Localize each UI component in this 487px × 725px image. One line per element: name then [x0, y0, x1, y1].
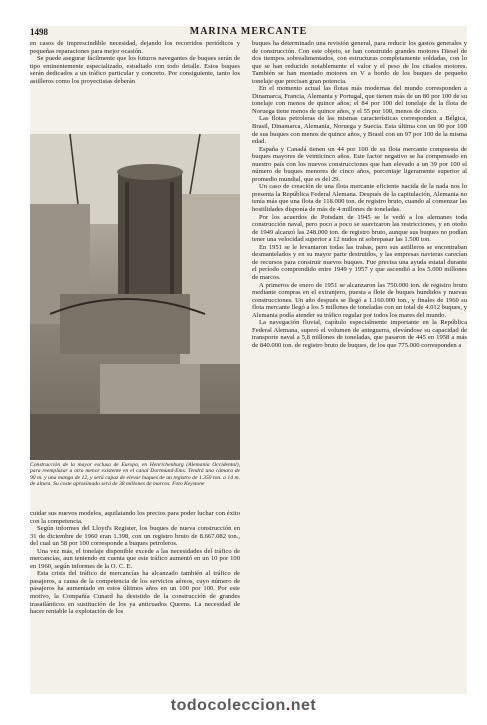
- watermark-dot: .: [285, 697, 291, 714]
- paragraph: Según informes del Lloyd's Register, los buques de nueva construcción en 31 de diciembre de 1960 eran 1.398, con un registro bruto de 8.667.082 ton., del cual un 58 por 100 corresponde a buques petroleros.: [30, 525, 240, 548]
- right-column: [252, 40, 467, 692]
- ground: [30, 414, 240, 460]
- site-watermark: [0, 697, 487, 715]
- paragraph: En 1951 se le levantaron todas las trabas, pero sus astilleros se encontraban desmantelados y en su mayor parte destruidos, y las empresas navieras carecían de recursos para construir nuevos buques. Fue precisa una ayuda estatal durante el período comprendido entre 1949 y 1957 y que ascendió a los 5.000 millones de marcos.: [252, 243, 467, 281]
- watermark-domain: net: [290, 697, 317, 714]
- paragraph: Las flotas petroleras de las mismas características corresponden a Bélgica, Brasil, Dinamarca, Alemania, Noruega y Suecia. Esta última con un 90 por 100 de sus buques con menos de quince años, y Brasil con un 97 por 100 de la misma edad.: [252, 115, 467, 146]
- paragraph: La navegación fluvial, capítulo especialmente importante en la República Federal Alemana, superó el volumen de anteguerra, elevándose su capacidad de transporte naval a 5,8 millones de toneladas, que pasaron de 445 en 1958 a más de 840.000 ton. de registro bruto de buques, de los que 775.000 corresponden a: [252, 319, 467, 349]
- construction-illustration: [30, 134, 240, 460]
- tower-top: [117, 164, 183, 180]
- lock-construction-photo: [30, 134, 240, 460]
- scaffold-pole: [170, 182, 174, 312]
- left-column-top: [30, 40, 240, 132]
- paragraph: España y Canadá tienen un 44 por 100 de su flota mercante compuesta de buques mayores de veinticinco años. Este factor negativo se ha compensado en nuestro país con los nuevos construcciones que han elevado a un 39 por 100 el número de buques menores de cinco años, porcentaje ligeramente superior al promedio mundial, que es del 29.: [252, 145, 467, 183]
- running-head: MARINA MERCANTE: [189, 26, 308, 37]
- watermark-text: todocoleccion: [170, 697, 286, 714]
- paragraph: en casos de imprescindible necesidad, dejando los recorridos periódicos y pequeñas reparaciones para mejor ocasión.: [30, 40, 240, 55]
- photo-caption: [30, 462, 240, 508]
- paragraph: Esta crisis del tráfico de mercancías ha alcanzado también al tráfico de pasajeros, a causa de la competencia de los servicios aéreos, cuyo número de pasajeros ha aumentado en estos últimos años en un 100 por 100. Por este motivo, la Compañía Cunard ha desistido de la construcción de grandes trasatlánticos en sustitución de los ya anticuados Queens. La necesidad de hacer rentable la explotación de los: [30, 570, 240, 616]
- photo-credit: Foto Keystone: [172, 481, 205, 488]
- paragraph: A primeros de enero de 1951 se alcanzaron las 750.000 ton. de registro bruto mediante compras en el extranjero, puesta a flote de buques hundidos y nuevas construcciones. Un año después se llegó a 1.160.000 ton., y finales de 1960 su flota mercante llegó a los 5 millones de toneladas con un total de 4.012 buques, y Alemania podía atender su tráfico regular por todos los mares del mundo.: [252, 281, 467, 319]
- left-column-bottom: [30, 510, 240, 692]
- paragraph: Un caso de creación de una flota mercante eficiente nacida de la nada nos lo presenta la República Federal Alemana. Después de la capitulación, Alemania no tenía más que una flota de 118.000 ton. de registro bruto, cuando al comenzar las hostilidades disponía de más de 4 millones de toneladas.: [252, 183, 467, 214]
- paragraph: cuidar sus nuevos modelos, aquilatando los precios para poder luchar con éxito con la competencia.: [30, 510, 240, 525]
- page-number: 1498: [30, 27, 48, 37]
- paragraph: En el momento actual las flotas más modernas del mundo corresponden a Dinamarca, Francia, Alemania y Portugal, que tienen más de un 80 por 100 de su tonelaje con menos de quince años; el 84 por 100 del tonelaje de la flota de Noruega tiene menos de quince años, y el 55 por 100, menos de cinco.: [252, 85, 467, 115]
- caption-text: Construcción de la mayor esclusa de Europa, en Henrichenburg (Alemania Occidental), para reemplazar a otra menor existente en el canal Dortmund-Ems. Tendrá una cámara de 90 m. y una manga de 12, y será capaz de elevar buques de un registro de 1.350 ton. a 14 m. de altura. Su coste aproximado será de 38 millones de marcos.: [30, 462, 240, 488]
- scaffold-pole: [125, 182, 129, 312]
- paragraph: Se puede asegurar fácilmente que los futuros navegantes de buques serán de tipo eminentemente especializado, estudiado con todo detalle. Estos buques serán dedicados a un tráfico particular y concreto. Por consiguiente, tanto los astilleros como los proyectistas deberán: [30, 55, 240, 85]
- magazine-page: [30, 26, 467, 694]
- paragraph: buques ha determinado una revisión general, para reducir los gastos generales y de construcción. Con este objeto, se han construido grandes motores Diesel de dos tiempos sobrealimentados, con estructuras completamente soldadas, con lo que se han reducido notablemente el valor y el peso de los citados motores. También se han montado motores en V a bordo de los buques de pequeño tonelaje que precisan gran potencia.: [252, 40, 467, 85]
- paragraph: Por los acuerdos de Potsdam de 1945 se le vedó a los alemanes toda construcción naval, pero poco a poco se suavizaron las restricciones, y en otoño de 1949 alcanzó las 248.000 ton. de registro bruto, aunque sus buques no podían tener una velocidad superior a 12 nudos ni sobrepasar las 1.500 ton.: [252, 213, 467, 244]
- paragraph: Una vez más, el tonelaje disponible excede a las necesidades del tráfico de mercancías, aun teniendo en cuenta que este tráfico aumentó en un 10 por 100 en 1960, según informes de la O. C. E.: [30, 547, 240, 570]
- page-header: [30, 26, 467, 40]
